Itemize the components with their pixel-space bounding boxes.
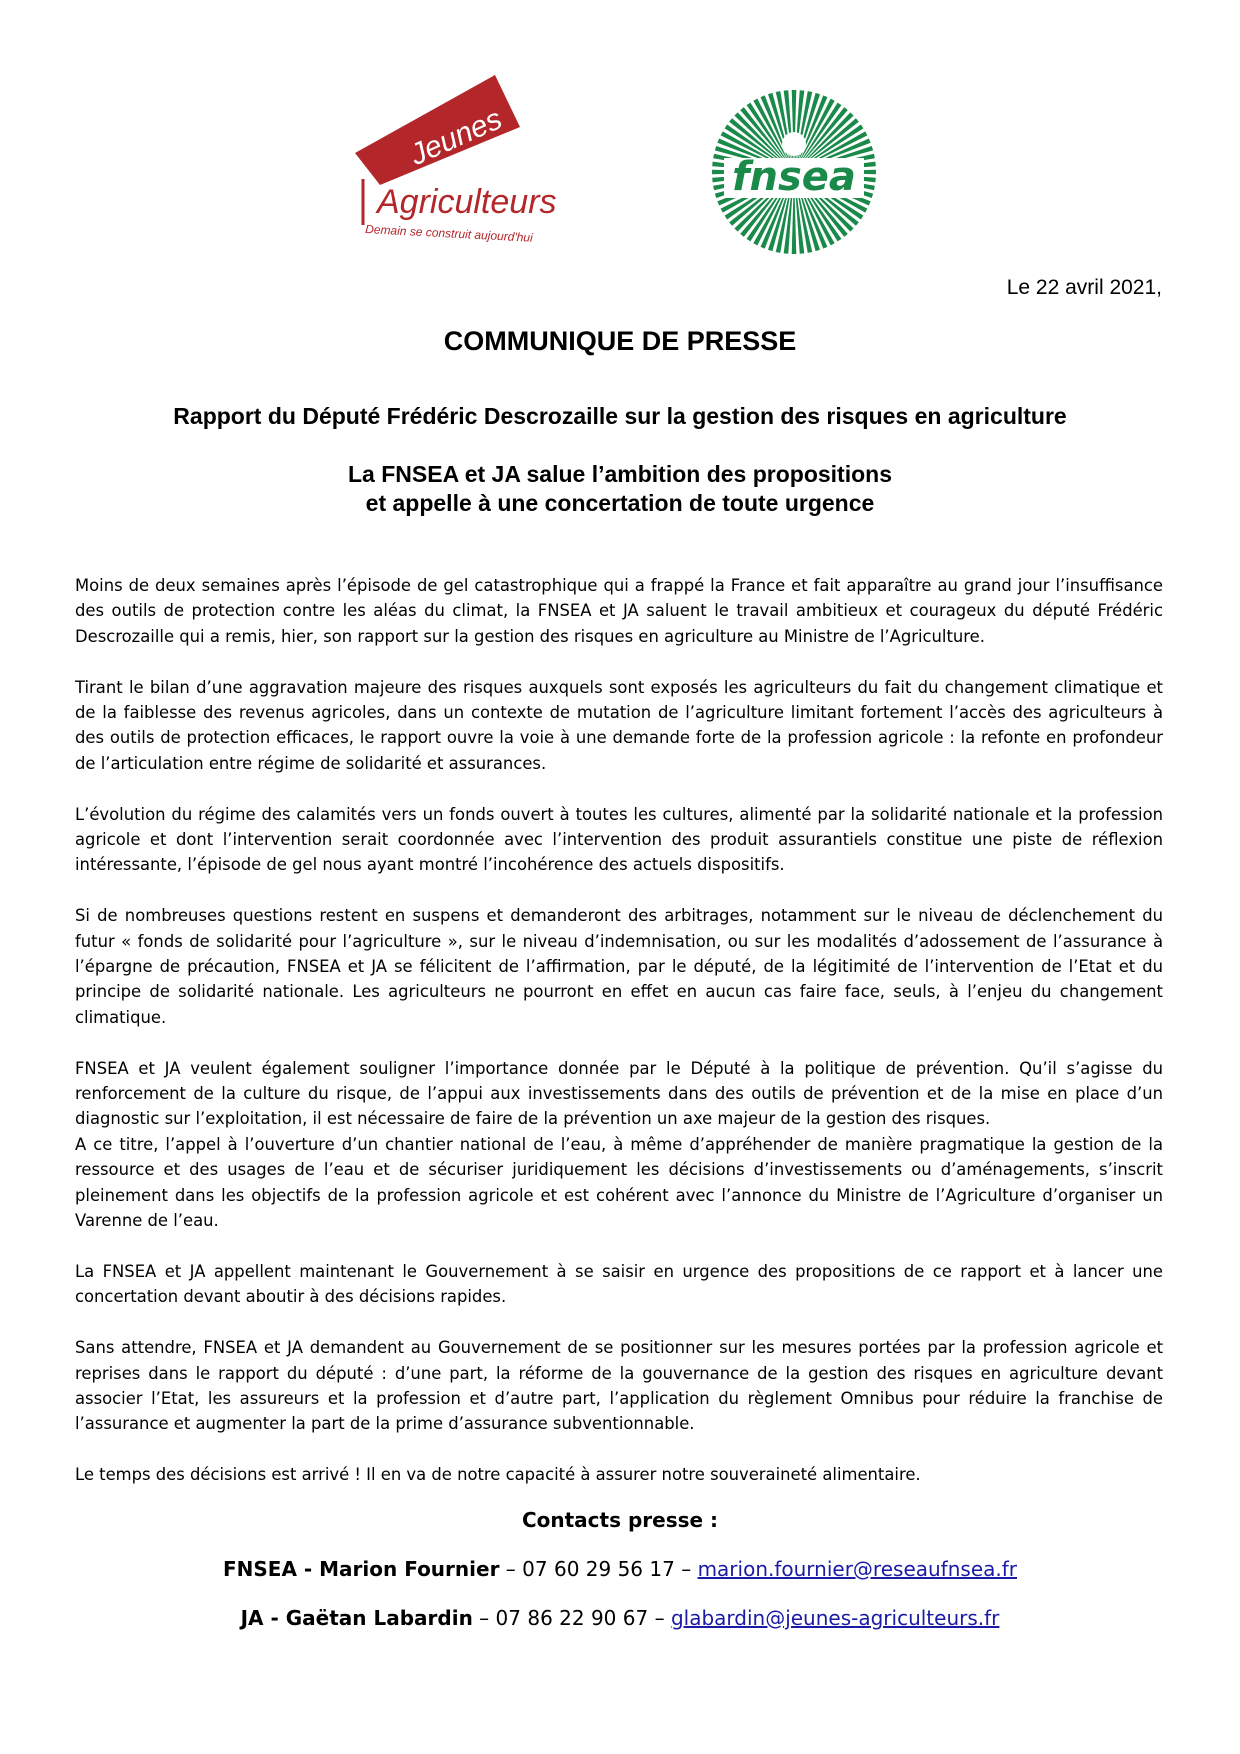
contact-ja xyxy=(0,1606,1240,1630)
press-release-body xyxy=(75,573,1163,1513)
contact-ja-phone: 07 86 22 90 67 xyxy=(495,1606,649,1630)
contact-fnsea xyxy=(0,1557,1240,1581)
paragraph: A ce titre, l’appel à l’ouverture d’un chantier national de l’eau, à même d’appréhender de manière pragmatique la gestion de la ressource et des usages de l’eau et de sécuriser juridiquement les décisions d’investissements ou d’aménagements, s’inscrit pleinement dans les objectifs de la profession agricole et est cohérent avec l’annonce du Ministre de l’Agriculture d’organiser un Varenne de l’eau. xyxy=(75,1134,1163,1231)
contact-ja-label: JA - Gaëtan Labardin xyxy=(240,1606,473,1630)
svg-text:Jeunes: Jeunes xyxy=(405,102,507,172)
separator: – xyxy=(648,1606,671,1630)
paragraph: La FNSEA et JA appellent maintenant le Gouvernement à se saisir en urgence des propositions de ce rapport et à lancer une concertation devant aboutir à des décisions rapides. xyxy=(75,1261,1163,1307)
headline-line-2: et appelle à une concertation de toute urgence xyxy=(365,490,875,516)
document-date: Le 22 avril 2021, xyxy=(1006,276,1162,299)
paragraph: Le temps des décisions est arrivé ! Il en va de notre capacité à assurer notre souveraineté alimentaire. xyxy=(75,1465,921,1485)
paragraph: Moins de deux semaines après l’épisode de gel catastrophique qui a frappé la France et fait apparaître au grand jour l’insuffisance des outils de protection contre les aléas du climat, la FNSEA et JA saluent le travail ambitieux et courageux du député Frédéric Descrozaille qui a remis, hier, son rapport sur la gestion des risques en agriculture au Ministre de l’Agriculture. xyxy=(75,576,1163,646)
paragraph: Si de nombreuses questions restent en suspens et demanderont des arbitrages, notamment sur le niveau de déclenchement du futur « fonds de solidarité pour l’agriculture », sur le niveau d’indemnisation, ou sur les modalités d’adossement de l’assurance à l’épargne de précaution, FNSEA et JA se félicitent de l’affirmation, par le député, de la légitimité de l’intervention de l’Etat et du principe de solidarité nationale. Les agriculteurs ne pourront en effet en aucun cas faire face, seuls, à l’enjeu du changement climatique. xyxy=(75,906,1163,1027)
svg-text:Demain se construit aujourd'hu: Demain se construit aujourd'hui xyxy=(364,222,534,245)
paragraph: Sans attendre, FNSEA et JA demandent au Gouvernement de se positionner sur les mesures portées par la profession agricole et reprises dans le rapport du député : d’une part, la réforme de la gouvernance de la gestion des risques en agriculture devant associer l’Etat, les assureurs et la profession et d’autre part, l’application du règlement Omnibus pour réduire la franchise de l’assurance et augmenter la part de la prime d’assurance subventionnable. xyxy=(75,1338,1163,1434)
contacts-title: Contacts presse : xyxy=(521,1508,719,1532)
headline xyxy=(0,460,1240,518)
paragraph: L’évolution du régime des calamités vers un fonds ouvert à toutes les cultures, alimenté par la solidarité nationale et la profession agricole et dont l’intervention serait coordonnée avec l’intervention des produit assurantiels constitue une piste de réflexion intéressante, l’épisode de gel nous ayant montré l’incohérence des actuels dispositifs. xyxy=(75,804,1163,875)
headline-line-1: La FNSEA et JA salue l’ambition des propositions xyxy=(348,461,892,487)
paragraph: FNSEA et JA veulent également souligner l’importance donnée par le Député à la politique de prévention. Qu’il s’agisse du renforcement de la culture du risque, de l’appui aux investissements dans des outils de prévention et de la mise en place d’un diagnostic sur l’exploitation, il est nécessaire de faire de la prévention un axe majeur de la gestion des risques. xyxy=(75,1058,1163,1129)
report-subtitle: Rapport du Député Frédéric Descrozaille sur la gestion des risques en agriculture xyxy=(173,403,1067,429)
svg-text:Agriculteurs: Agriculteurs xyxy=(377,183,557,221)
contact-fnsea-phone: 07 60 29 56 17 xyxy=(522,1557,675,1581)
contact-ja-email-link[interactable]: glabardin@jeunes-agriculteurs.fr xyxy=(670,1606,1000,1630)
svg-text:fnsea: fnsea xyxy=(732,154,856,200)
contact-fnsea-label: FNSEA - Marion Fournier xyxy=(222,1557,500,1581)
paragraph: Tirant le bilan d’une aggravation majeure des risques auxquels sont exposés les agriculteurs du fait du changement climatique et de la faiblesse des revenus agricoles, dans un contexte de mutation de l’agriculture limitant fortement l’accès des agriculteurs à des outils de protection efficaces, le rapport ouvre la voie à une demande forte de la profession agricole : la refonte en profondeur de l’articulation entre régime de solidarité et assurances. xyxy=(75,677,1163,773)
jeunes-agriculteurs-logo xyxy=(355,75,570,250)
fnsea-logo xyxy=(710,88,878,256)
separator: – xyxy=(499,1557,523,1581)
contact-fnsea-email-link[interactable]: marion.fournier@reseaufnsea.fr xyxy=(697,1557,1017,1581)
separator: – xyxy=(674,1557,698,1581)
separator: – xyxy=(472,1606,496,1630)
page-title: COMMUNIQUE DE PRESSE xyxy=(443,326,797,356)
fnsea-sun-center xyxy=(782,132,806,156)
